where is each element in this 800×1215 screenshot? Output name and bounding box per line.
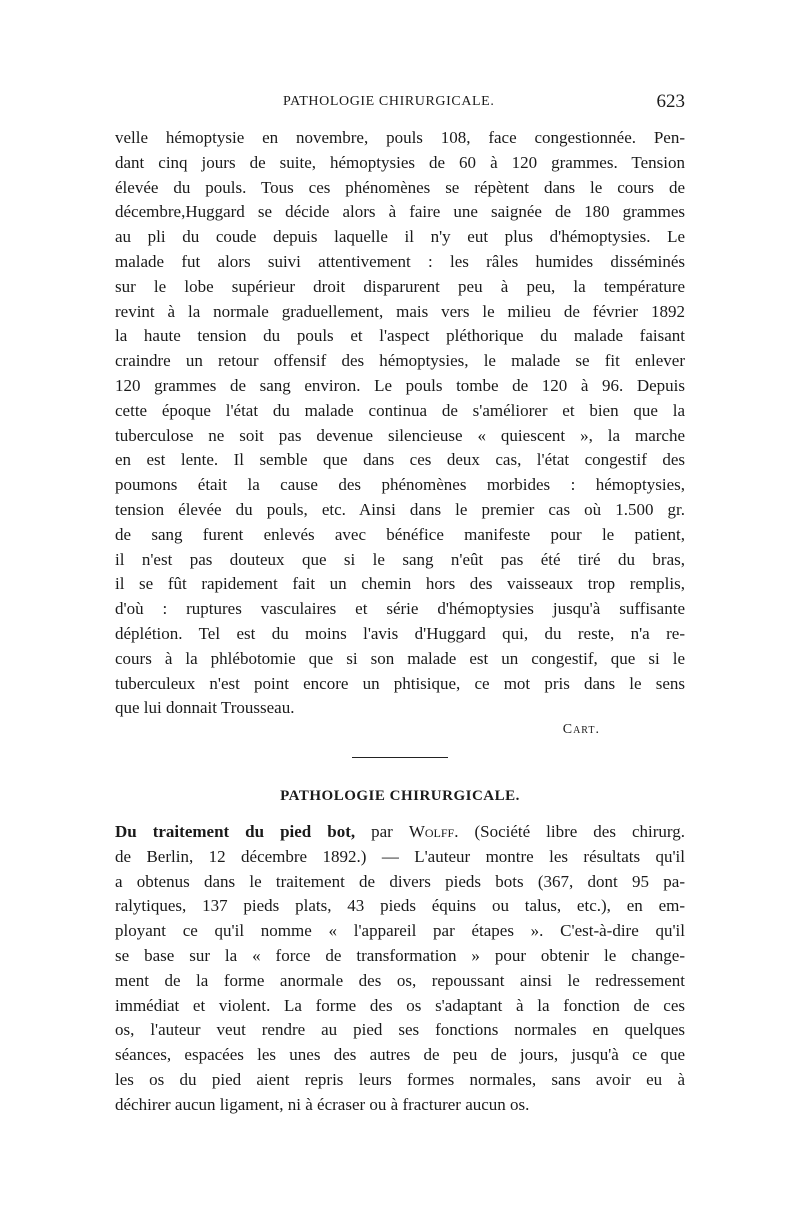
text-line: ralytiques, 137 pieds plats, 43 pieds équins ou talus, etc.), en em- — [115, 896, 685, 916]
article-title: Du traitement du pied bot, — [115, 822, 356, 841]
text-line: se base sur la « force de transformation » pour obtenir le change- — [115, 945, 685, 965]
text-line: déchirer aucun ligament, ni à écraser ou à fracturer aucun os. — [115, 1094, 530, 1114]
article-body-pied-bot — [115, 820, 685, 1118]
text-line: revint à la normale graduellement, mais vers le milieu de février 1892 — [115, 301, 685, 321]
text-line: il n'est pas douteux que si le sang n'eût pas été tiré du bras, — [115, 549, 685, 569]
text-line: de Berlin, 12 décembre 1892.) — L'auteur montre les résultats qu'il — [115, 846, 685, 866]
text-line: dant cinq jours de suite, hémoptysies de 60 à 120 grammes. Tension — [115, 152, 685, 172]
text-line: élevée du pouls. Tous ces phénomènes se répètent dans le cours de — [115, 177, 685, 197]
text-line: d'où : ruptures vasculaires et série d'hémoptysies jusqu'à suffisante — [115, 599, 685, 619]
section-divider — [352, 757, 448, 758]
text-line: il se fût rapidement fait un chemin hors des vaisseaux trop remplis, — [115, 574, 685, 594]
article-source: . (Société libre des chirurg. — [454, 822, 685, 841]
text-line: velle hémoptysie en novembre, pouls 108, face congestionnée. Pen- — [115, 128, 685, 147]
text-line: cours à la phlébotomie que si son malade est un congestif, que si le — [115, 648, 685, 668]
text-line: les os du pied aient repris leurs formes normales, sans avoir eu à — [115, 1069, 685, 1089]
running-head — [115, 91, 685, 116]
text-line: 120 grammes de sang environ. Le pouls tombe de 120 à 96. Depuis — [115, 375, 685, 395]
text-line: de sang furent enlevés avec bénéfice manifeste pour le patient, — [115, 524, 685, 544]
author-signature: Cart. — [562, 722, 600, 737]
text-line: tuberculeux n'est point encore un phtisique, ce mot pris dans le sens — [115, 673, 685, 693]
text-line: ployant ce qu'il nomme « l'appareil par étapes ». C'est-à-dire qu'il — [115, 921, 685, 941]
text-line: déplétion. Tel est du moins l'avis d'Huggard qui, du reste, n'a re- — [115, 623, 685, 643]
article-author: Wolff — [408, 822, 455, 841]
text-line: au pli du coude depuis laquelle il n'y eut plus d'hémoptysies. Le — [115, 227, 685, 247]
text-line: tuberculose ne soit pas devenue silencieuse « quiescent », la marche — [115, 425, 685, 445]
running-title: PATHOLOGIE CHIRURGICALE. — [283, 94, 495, 109]
text-line: séances, espacées les unes des autres de peu de jours, jusqu'à ce que — [115, 1045, 685, 1065]
article-by: par — [355, 822, 409, 841]
text-line: os, l'auteur veut rendre au pied ses fonctions normales en quelques — [115, 1020, 685, 1040]
article-first-line — [115, 820, 685, 845]
text-line: craindre un retour offensif des hémoptysies, le malade se fit enlever — [115, 351, 685, 371]
text-line: cette époque l'état du malade continua de s'améliorer et bien que la — [115, 400, 685, 420]
text-line: a obtenus dans le traitement de divers pieds bots (367, dont 95 pa- — [115, 871, 685, 891]
text-line: sur le lobe supérieur droit disparurent peu à peu, la température — [115, 276, 685, 296]
page-number: 623 — [656, 91, 685, 112]
text-line: poumons était la cause des phénomènes morbides : hémoptysies, — [115, 475, 685, 495]
text-line: la haute tension du pouls et l'aspect pléthorique du malade faisant — [115, 326, 685, 346]
text-line: ment de la forme anormale des os, repoussant ainsi le redressement — [115, 970, 685, 990]
article-body-continued — [115, 126, 685, 721]
text-line: tension élevée du pouls, etc. Ainsi dans le premier cas où 1.500 gr. — [115, 499, 685, 519]
text-line: en est lente. Il semble que dans ces deux cas, l'état congestif des — [115, 450, 685, 470]
text-line: immédiat et violent. La forme des os s'adaptant à la fonction de ces — [115, 995, 685, 1015]
text-line: malade fut alors suivi attentivement : les râles humides disséminés — [115, 251, 685, 271]
text-line: que lui donnait Trousseau. — [115, 698, 295, 718]
text-line: décembre,Huggard se décide alors à faire une saignée de 180 grammes — [115, 202, 685, 222]
section-heading: PATHOLOGIE CHIRURGICALE. — [280, 788, 520, 804]
